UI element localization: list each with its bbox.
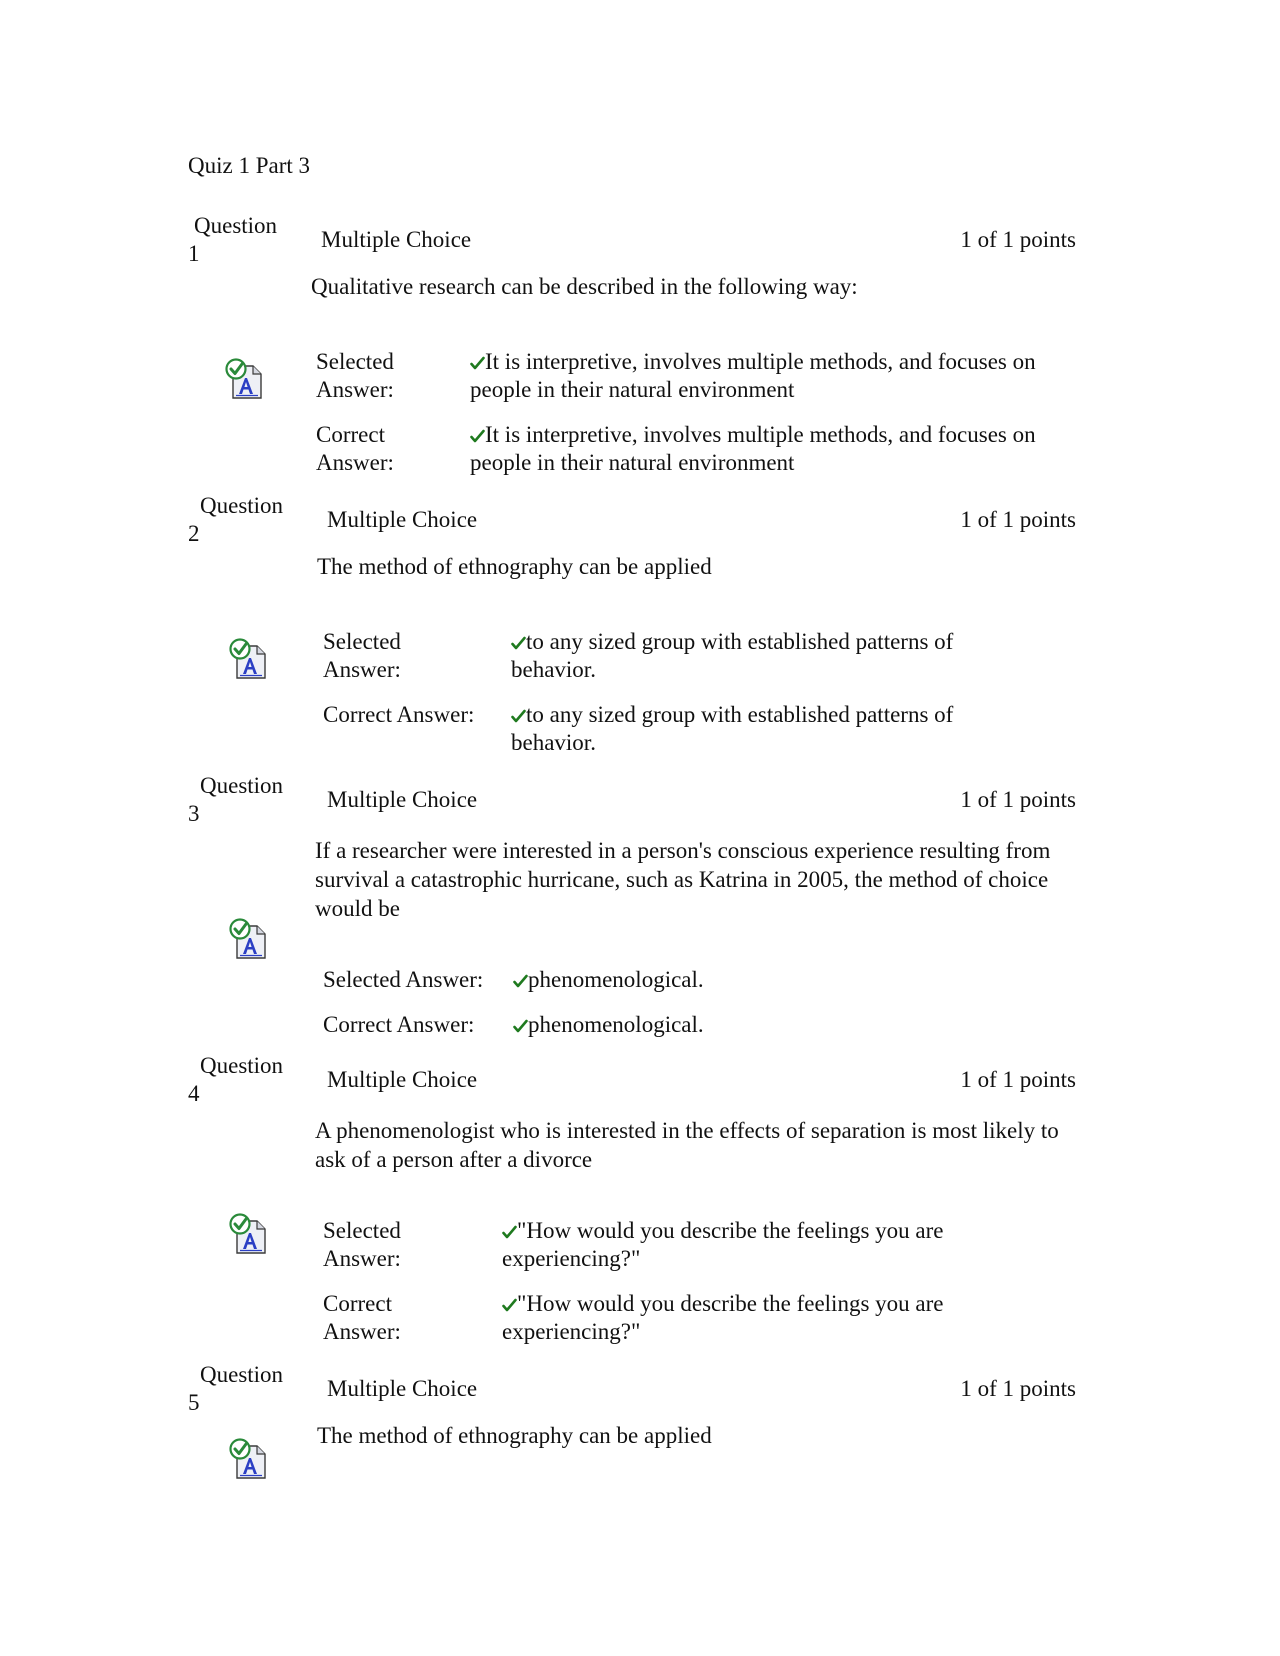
graded-answer-icon: [227, 1211, 269, 1255]
graded-answer-icon: [227, 1436, 269, 1480]
correct-answer-label: Correct Answer:: [323, 1291, 401, 1344]
graded-answer-icon: [227, 916, 269, 960]
graded-answer-icon: [223, 356, 265, 400]
question-word: Question: [200, 1053, 284, 1078]
question-points: 1 of 1 points: [960, 227, 1076, 252]
selected-answer-value: "How would you describe the feelings you are experiencing?": [502, 1218, 944, 1271]
question-type: Multiple Choice: [321, 227, 472, 252]
question-number: 1: [188, 241, 200, 266]
selected-answer-label: Selected Answer:: [323, 967, 484, 992]
green-check-icon: [513, 1019, 528, 1033]
question-number: 4: [188, 1081, 200, 1106]
question-label: [188, 212, 277, 268]
correct-answer-value: to any sized group with established patterns of behavior.: [511, 702, 954, 755]
selected-answer-value: to any sized group with established patterns of behavior.: [511, 629, 954, 682]
selected-answer-label: Selected Answer:: [323, 1218, 401, 1271]
question-type: Multiple Choice: [327, 1376, 478, 1401]
graded-answer-icon: [227, 636, 269, 680]
page-title: Quiz 1 Part 3: [188, 153, 311, 178]
correct-answer-value: "How would you describe the feelings you are experiencing?": [502, 1291, 944, 1344]
question-word: Question: [200, 493, 284, 518]
question-text: The method of ethnography can be applied: [317, 1423, 712, 1448]
question-points: 1 of 1 points: [960, 787, 1076, 812]
green-check-icon: [513, 974, 528, 988]
question-label: [188, 1361, 283, 1417]
question-number: 3: [188, 801, 200, 826]
selected-answer-value: It is interpretive, involves multiple methods, and focuses on people in their natural environment: [470, 349, 1036, 402]
question-number: 2: [188, 521, 200, 546]
question-type: Multiple Choice: [327, 787, 478, 812]
green-check-icon: [470, 356, 485, 370]
question-word: Question: [200, 773, 284, 798]
selected-answer-label: Selected Answer:: [316, 349, 394, 402]
question-text: The method of ethnography can be applied: [317, 554, 712, 579]
selected-answer-label: Selected Answer:: [323, 629, 401, 682]
question-text: A phenomenologist who is interested in the effects of separation is most likely to ask of a person after a divorce: [315, 1118, 1059, 1172]
question-points: 1 of 1 points: [960, 1376, 1076, 1401]
green-check-icon: [511, 636, 526, 650]
question-text: If a researcher were interested in a person's conscious experience resulting from survival a catastrophic hurricane, such as Katrina in 2005, the method of choice would be: [315, 838, 1051, 921]
question-label: [188, 772, 283, 828]
question-type: Multiple Choice: [327, 507, 478, 532]
correct-answer-value: It is interpretive, involves multiple methods, and focuses on people in their natural environment: [470, 422, 1036, 475]
question-word: Question: [200, 1362, 284, 1387]
question-text: Qualitative research can be described in the following way:: [311, 274, 858, 299]
green-check-icon: [511, 709, 526, 723]
question-number: 5: [188, 1390, 200, 1415]
green-check-icon: [502, 1298, 517, 1312]
question-points: 1 of 1 points: [960, 507, 1076, 532]
question-label: [188, 492, 283, 548]
correct-answer-label: Correct Answer:: [323, 1012, 475, 1037]
question-type: Multiple Choice: [327, 1067, 478, 1092]
question-word: Question: [194, 213, 278, 238]
correct-answer-label: Correct Answer:: [323, 702, 475, 727]
question-points: 1 of 1 points: [960, 1067, 1076, 1092]
green-check-icon: [470, 429, 485, 443]
selected-answer-value: phenomenological.: [513, 966, 913, 994]
correct-answer-label: Correct Answer:: [316, 422, 394, 475]
correct-answer-value: phenomenological.: [513, 1011, 913, 1039]
question-label: [188, 1052, 283, 1108]
green-check-icon: [502, 1225, 517, 1239]
